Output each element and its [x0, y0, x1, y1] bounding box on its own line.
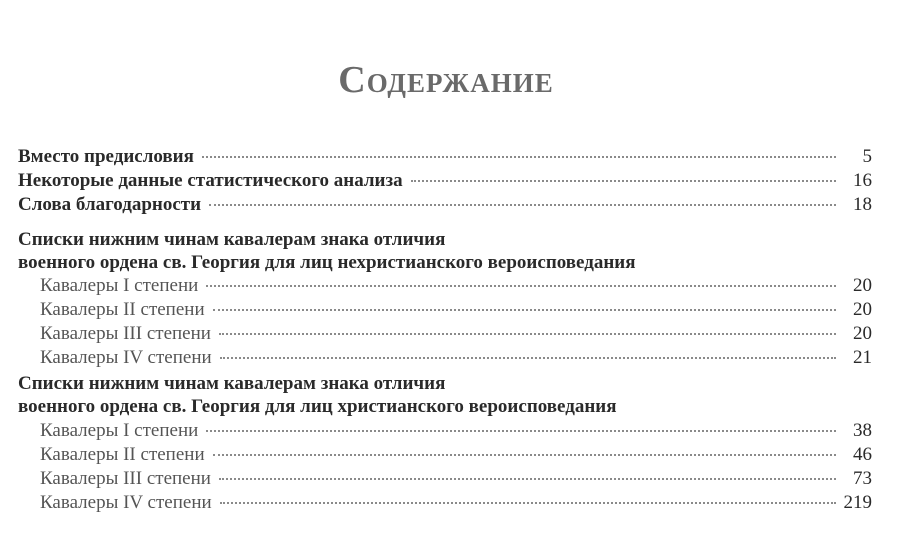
- toc-entry-class-3[interactable]: [40, 467, 872, 491]
- dot-leader: [219, 332, 836, 335]
- toc-page-number: 21: [853, 347, 872, 368]
- toc-entry-class-2[interactable]: [40, 298, 872, 322]
- toc-entry-acknowledgements[interactable]: [18, 193, 872, 217]
- dot-leader: [209, 203, 836, 206]
- toc-entry-label: Кавалеры III степени: [40, 468, 211, 489]
- toc-entry-label: Некоторые данные статистического анализа: [18, 170, 403, 191]
- toc-entry-class-1[interactable]: [40, 274, 872, 298]
- dot-leader: [220, 356, 836, 359]
- toc-page-number: 73: [853, 468, 872, 489]
- toc-entry-label: Кавалеры III степени: [40, 323, 211, 344]
- toc-entry-label: Кавалеры I степени: [40, 275, 199, 296]
- toc-page-number: 5: [862, 146, 872, 167]
- toc-entry-class-4[interactable]: [40, 346, 872, 370]
- toc-entry-label: Кавалеры I степени: [40, 420, 199, 441]
- section-heading-line2: военного ордена св. Георгия для лиц нехристианского вероисповедания: [18, 252, 636, 273]
- dot-leader: [220, 501, 836, 504]
- toc-page-number: 46: [853, 444, 872, 465]
- toc-page-number: 219: [843, 492, 872, 513]
- toc-entry-statistics[interactable]: [18, 169, 872, 193]
- toc-page-number: 20: [853, 275, 872, 296]
- dot-leader: [219, 477, 836, 480]
- toc-entry-foreword[interactable]: [18, 145, 872, 169]
- section-heading-line1: Списки нижним чинам кавалерам знака отличия: [18, 229, 446, 250]
- toc-entry-label: Кавалеры IV степени: [40, 347, 212, 368]
- toc-entry-label: Слова благодарности: [18, 194, 202, 215]
- toc-entry-class-2[interactable]: [40, 443, 872, 467]
- section-heading-line2: военного ордена св. Георгия для лиц христианского вероисповедания: [18, 396, 617, 417]
- section-heading-line1: Списки нижним чинам кавалерам знака отличия: [18, 373, 446, 394]
- dot-leader: [213, 453, 836, 456]
- dot-leader: [213, 308, 836, 311]
- dot-leader: [411, 179, 836, 182]
- toc-entry-class-1[interactable]: [40, 419, 872, 443]
- toc-page-number: 18: [853, 194, 872, 215]
- toc-page-number: 20: [853, 299, 872, 320]
- toc-entry-label: Кавалеры II степени: [40, 299, 205, 320]
- toc-entry-label: Кавалеры II степени: [40, 444, 205, 465]
- dot-leader: [206, 429, 836, 432]
- toc-entry-label: Вместо предисловия: [18, 146, 194, 167]
- dot-leader: [202, 155, 836, 158]
- toc-entry-class-3[interactable]: [40, 322, 872, 346]
- toc-page-number: 16: [853, 170, 872, 191]
- dot-leader: [206, 284, 836, 287]
- toc-entry-class-4[interactable]: [40, 491, 872, 515]
- toc-page-number: 20: [853, 323, 872, 344]
- page-title: Содержание: [338, 59, 554, 101]
- toc-entry-label: Кавалеры IV степени: [40, 492, 212, 513]
- toc-page-number: 38: [853, 420, 872, 441]
